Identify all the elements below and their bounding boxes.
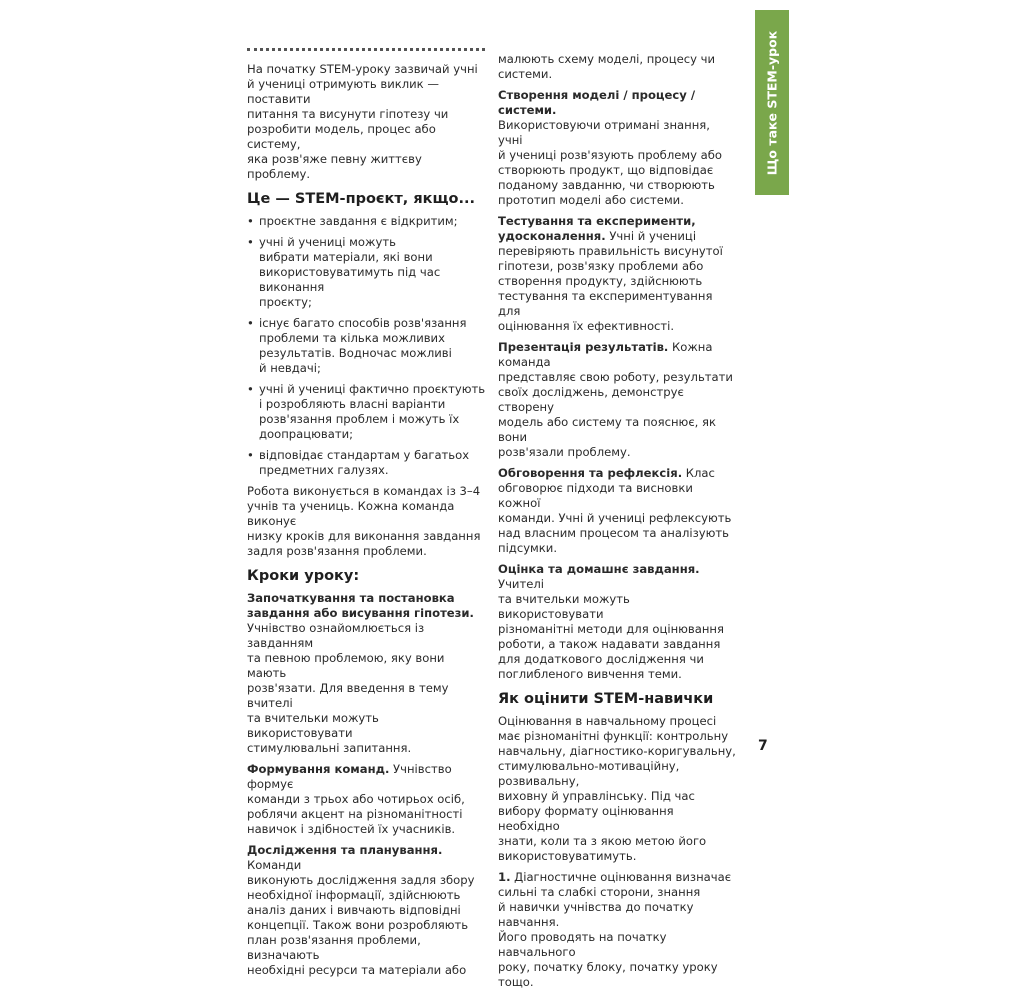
assessment-paragraph: Оцінювання в навчальному процесі має різноманітні функції: контрольну навчальну, діагностико-коригувальну, стимулювально-мотиваційну, розвивальну, виховну й управлінську. Під час вибору формату оцінювання необхідно знати, коли та з якою метою його використовуватимуть. [498,714,736,863]
step-model-title: Створення моделі / процесу / системи. [498,88,696,117]
diagnostic-text: Діагностичне оцінювання визначає сильні та слабкі сторони, знання й навички учнівства до початку навчання. Його проводять на початку навчального року, початку блоку, початку уроку тощо. [498,870,732,989]
diagnostic-paragraph [498,870,738,990]
step-testing-text: Учні й учениці перевіряють правильність висунутої гіпотези, розв'язку проблеми або створення продукту, здійснюють тестування та експериментування для оцінювання їх ефективності. [498,229,723,333]
step-teams-text: Учнівство формує команди з трьох або чотирьох осіб, роблячи акцент на різноманітності навичок і здібностей їх учасників. [247,762,465,836]
chapter-side-tab [755,10,789,195]
step-research [247,843,487,978]
chapter-side-tab-label: Що таке STEM-урок [764,30,780,175]
step-presentation-title: Презентація результатів. [498,340,669,354]
list-item: • учні й учениці можуть вибрати матеріали, які вони використовуватимуть під час виконання проєкту; [247,235,487,310]
page-number: 7 [758,738,768,754]
step-presentation [498,340,738,460]
intro-paragraph: На початку STEM-уроку зазвичай учні й учениці отримують виклик — поставити питання та висунути гіпотезу чи розробити модель, процес або систему, яка розв'яже певну життєву проблему. [247,62,478,181]
step-presentation-text: Кожна команда представляє свою роботу, результати своїх досліджень, демонструє створену модель або систему та пояснює, як вони розв'язали проблему. [498,340,733,459]
steps-heading: Кроки уроку: [247,568,360,584]
list-item: • учні й учениці фактично проєктують і розробляють власні варіанти розв'язання проблем і можуть їх доопрацювати; [247,382,487,442]
step-research-text: Команди виконують дослідження задля збору необхідної інформації, здійснюють аналіз даних і вивчають відповідні концепції. Також вони розробляють план розв'язання проблеми, визначають необхідні ресурси та матеріали або [247,858,475,977]
step-research-title: Дослідження та планування. [247,843,443,857]
list-item: • існує багато способів розв'язання проблеми та кілька можливих результатів. Водночас можливі й невдачі; [247,316,487,376]
step-model [498,88,738,208]
right-column [498,52,738,996]
step-reflection [498,466,738,556]
step-testing [498,214,738,334]
step-initiation-text: Учнівство ознайомлюється із завданням та певною проблемою, яку вони мають розв'язати. Для введення в тему вчителі та вчительки можуть використовувати стимулювальні запитання. [247,621,449,755]
step-initiation-title: Започаткування та постановка завдання або висування гіпотези. [247,591,474,620]
step-model-text: Використовуючи отримані знання, учні й учениці розв'язують проблему або створюють продукт, що відповідає поданому завданню, чи створюють прототип моделі або системи. [498,118,723,207]
project-criteria-list [247,214,487,478]
step-reflection-text: Клас обговорює підходи та висновки кожної команди. Учні й учениці рефлексують над власним процесом та аналізують підсумки. [498,466,732,555]
list-item: • проєктне завдання є відкритим; [247,214,487,229]
step-homework [498,562,738,682]
step-teams-title: Формування команд. [247,762,390,776]
dotted-separator [247,48,485,55]
project-heading: Це — STEM-проєкт, якщо... [247,191,475,207]
diagnostic-number: 1. [498,870,511,884]
step-initiation [247,591,487,756]
continuation-paragraph: малюють схему моделі, процесу чи системи. [498,52,716,81]
teams-paragraph: Робота виконується в командах із 3–4 учнів та учениць. Кожна команда виконує низку кроків для виконання завдання задля розв'язання проблеми. [247,484,481,558]
list-item: • відповідає стандартам у багатьох предметних галузях. [247,448,487,478]
step-reflection-title: Обговорення та рефлексія. [498,466,683,480]
assessment-heading: Як оцінити STEM-навички [498,691,714,707]
step-testing-title: Тестування та експерименти, удосконалення. [498,214,696,243]
left-column [247,62,487,984]
step-homework-text: Учителі та вчительки можуть використовувати різноманітні методи для оцінювання роботи, а також надавати завдання для додаткового дослідження чи поглибленого вивчення теми. [498,577,724,681]
step-teams [247,762,487,837]
step-homework-title: Оцінка та домашнє завдання. [498,562,700,576]
